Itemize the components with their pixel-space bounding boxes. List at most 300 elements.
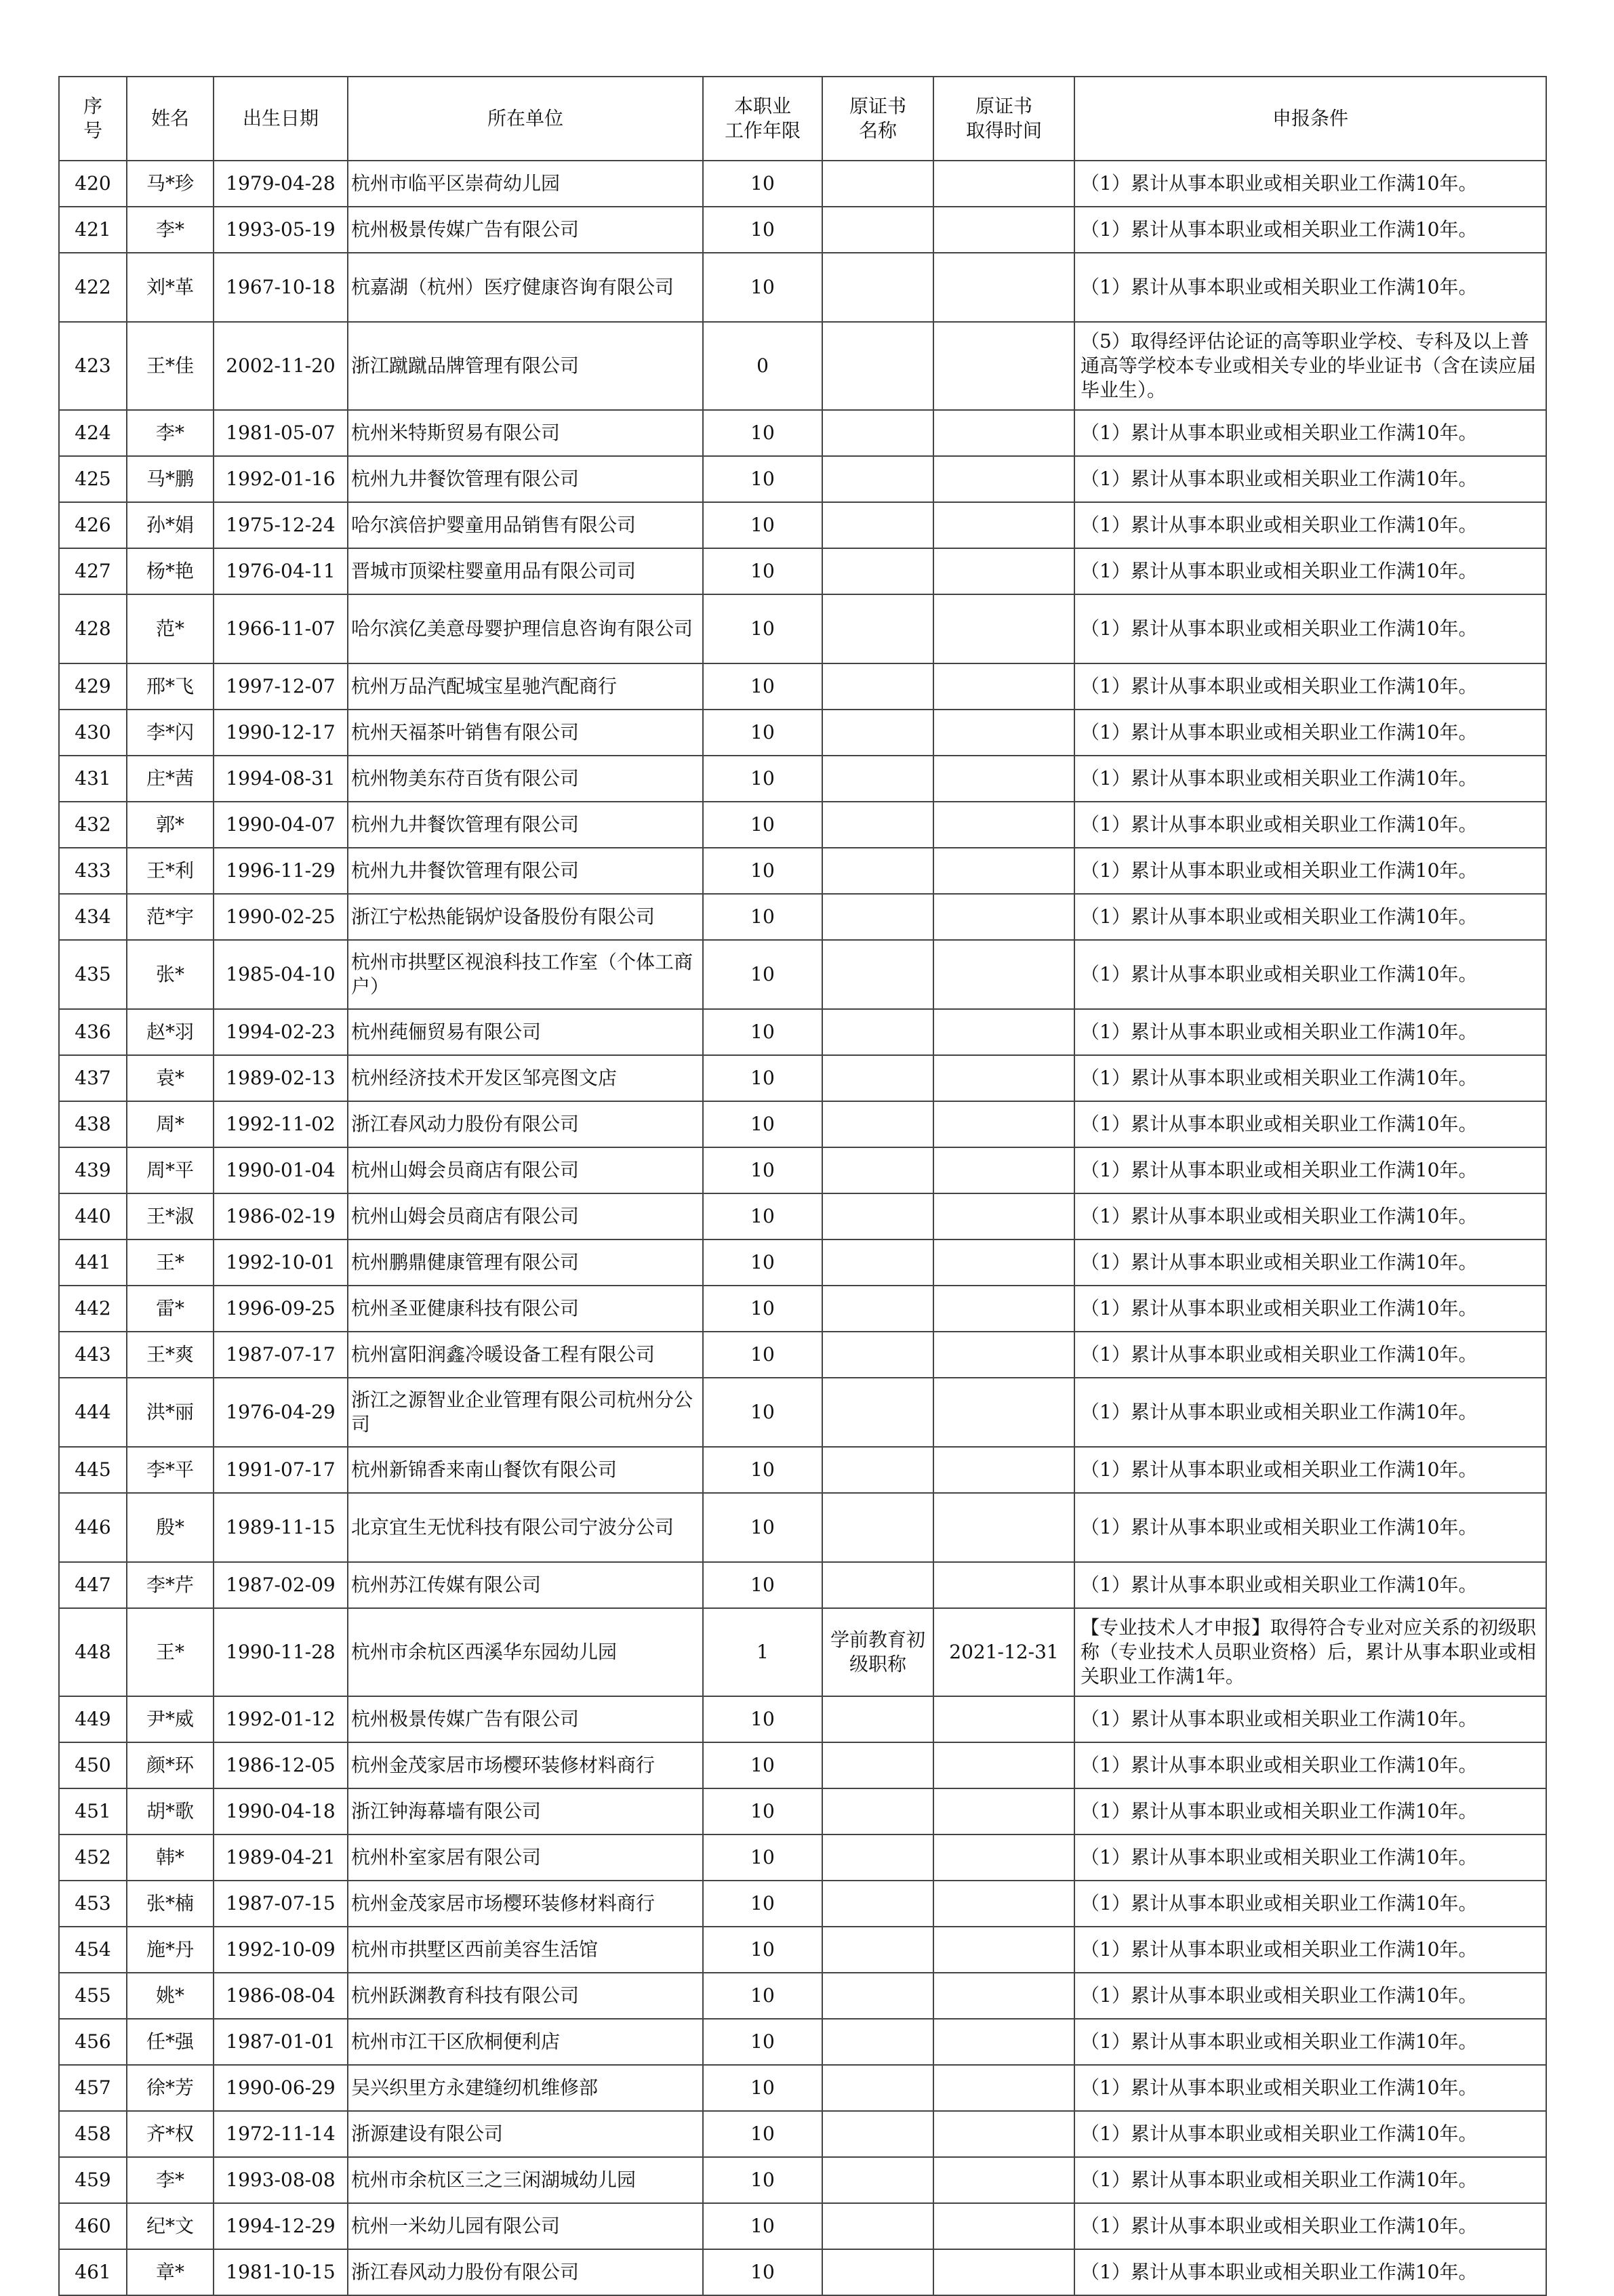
table-row (59, 1927, 1546, 1973)
cell-birth: 1966-11-07 (214, 594, 348, 663)
cell-unit: 杭州市拱墅区西前美容生活馆 (348, 1927, 703, 1973)
cell-condition: （1）累计从事本职业或相关职业工作满10年。 (1074, 1378, 1546, 1447)
cell-name: 洪*丽 (127, 1378, 214, 1447)
cell-condition: （1）累计从事本职业或相关职业工作满10年。 (1074, 710, 1546, 756)
cell-cert-name (822, 710, 933, 756)
cell-cert-name (822, 2157, 933, 2203)
cell-name: 马*鹏 (127, 456, 214, 502)
cell-cert-time (933, 1834, 1074, 1881)
cell-seq: 431 (59, 756, 127, 802)
cell-unit: 杭州新锦香来南山餐饮有限公司 (348, 1447, 703, 1493)
cell-seq: 447 (59, 1562, 127, 1608)
cell-cert-name (822, 548, 933, 594)
cell-seq: 452 (59, 1834, 127, 1881)
cell-birth: 1990-04-07 (214, 802, 348, 848)
cell-seq: 450 (59, 1742, 127, 1788)
cell-birth: 1993-08-08 (214, 2157, 348, 2203)
cell-condition: （1）累计从事本职业或相关职业工作满10年。 (1074, 802, 1546, 848)
cell-cert-name (822, 2203, 933, 2249)
cell-unit: 哈尔滨倍护婴童用品销售有限公司 (348, 502, 703, 548)
cell-cert-time (933, 410, 1074, 456)
cell-name: 王* (127, 1608, 214, 1696)
cell-years: 10 (703, 410, 822, 456)
cell-seq: 424 (59, 410, 127, 456)
cell-cert-time (933, 1927, 1074, 1973)
cell-unit: 浙江钟海幕墙有限公司 (348, 1788, 703, 1834)
cell-years: 10 (703, 663, 822, 710)
cell-unit: 浙江春风动力股份有限公司 (348, 2249, 703, 2295)
table-row (59, 710, 1546, 756)
cell-cert-time (933, 548, 1074, 594)
cell-unit: 杭州极景传媒广告有限公司 (348, 1696, 703, 1742)
cell-seq: 460 (59, 2203, 127, 2249)
cell-name: 王* (127, 1239, 214, 1286)
cell-cert-name (822, 802, 933, 848)
cell-condition: （1）累计从事本职业或相关职业工作满10年。 (1074, 1055, 1546, 1101)
cell-cert-time (933, 1332, 1074, 1378)
cell-seq: 421 (59, 207, 127, 253)
cell-cert-time (933, 848, 1074, 894)
table-row (59, 2157, 1546, 2203)
cell-cert-time (933, 2203, 1074, 2249)
cell-name: 邢*飞 (127, 663, 214, 710)
cell-unit: 杭州市临平区崇荷幼儿园 (348, 161, 703, 207)
cell-condition: （1）累计从事本职业或相关职业工作满10年。 (1074, 1881, 1546, 1927)
cell-cert-time (933, 1286, 1074, 1332)
cell-years: 10 (703, 502, 822, 548)
table-row (59, 253, 1546, 322)
cell-condition: （1）累计从事本职业或相关职业工作满10年。 (1074, 456, 1546, 502)
cell-years: 10 (703, 1973, 822, 2019)
cell-seq: 423 (59, 322, 127, 410)
table-row (59, 1055, 1546, 1101)
cell-unit: 杭嘉湖（杭州）医疗健康咨询有限公司 (348, 253, 703, 322)
cell-seq: 439 (59, 1147, 127, 1193)
cell-name: 范* (127, 594, 214, 663)
cell-cert-time (933, 253, 1074, 322)
cell-birth: 1997-12-07 (214, 663, 348, 710)
cell-condition: （1）累计从事本职业或相关职业工作满10年。 (1074, 2203, 1546, 2249)
cell-years: 10 (703, 2249, 822, 2295)
cell-unit: 杭州富阳润鑫冷暖设备工程有限公司 (348, 1332, 703, 1378)
cell-birth: 1992-10-01 (214, 1239, 348, 1286)
cell-cert-name (822, 1009, 933, 1055)
cell-years: 10 (703, 456, 822, 502)
cell-birth: 1987-01-01 (214, 2019, 348, 2065)
cell-cert-time (933, 802, 1074, 848)
cell-birth: 1994-12-29 (214, 2203, 348, 2249)
cell-unit: 杭州九井餐饮管理有限公司 (348, 802, 703, 848)
cell-name: 施*丹 (127, 1927, 214, 1973)
cell-condition: （1）累计从事本职业或相关职业工作满10年。 (1074, 2065, 1546, 2111)
cell-years: 10 (703, 594, 822, 663)
cell-years: 1 (703, 1608, 822, 1696)
table-row (59, 894, 1546, 940)
header-cert-name: 原证书 名称 (822, 77, 933, 161)
cell-unit: 杭州圣亚健康科技有限公司 (348, 1286, 703, 1332)
header-birth: 出生日期 (214, 77, 348, 161)
cell-birth: 1992-01-12 (214, 1696, 348, 1742)
cell-seq: 425 (59, 456, 127, 502)
cell-years: 10 (703, 253, 822, 322)
cell-name: 赵*羽 (127, 1009, 214, 1055)
cell-cert-time (933, 756, 1074, 802)
cell-cert-time (933, 322, 1074, 410)
cell-name: 马*珍 (127, 161, 214, 207)
cell-condition: （1）累计从事本职业或相关职业工作满10年。 (1074, 1493, 1546, 1562)
cell-seq: 442 (59, 1286, 127, 1332)
cell-cert-name (822, 502, 933, 548)
cell-condition: （1）累计从事本职业或相关职业工作满10年。 (1074, 1101, 1546, 1147)
header-years: 本职业 工作年限 (703, 77, 822, 161)
cell-name: 张* (127, 940, 214, 1009)
cell-cert-name (822, 756, 933, 802)
cell-condition: 【专业技术人才申报】取得符合专业对应关系的初级职称（专业技术人员职业资格）后，累计从事本职业或相关职业工作满1年。 (1074, 1608, 1546, 1696)
cell-condition: （1）累计从事本职业或相关职业工作满10年。 (1074, 1239, 1546, 1286)
cell-condition: （1）累计从事本职业或相关职业工作满10年。 (1074, 2019, 1546, 2065)
table-row (59, 2111, 1546, 2157)
cell-cert-time (933, 1562, 1074, 1608)
table-row (59, 1973, 1546, 2019)
cell-cert-name (822, 1101, 933, 1147)
cell-birth: 1986-12-05 (214, 1742, 348, 1788)
cell-years: 10 (703, 1009, 822, 1055)
cell-cert-name (822, 1562, 933, 1608)
cell-years: 10 (703, 2111, 822, 2157)
cell-unit: 杭州市余杭区西溪华东园幼儿园 (348, 1608, 703, 1696)
table-row (59, 1834, 1546, 1881)
cell-birth: 1967-10-18 (214, 253, 348, 322)
cell-cert-time (933, 1881, 1074, 1927)
cell-cert-time (933, 1696, 1074, 1742)
cell-unit: 杭州米特斯贸易有限公司 (348, 410, 703, 456)
cell-years: 10 (703, 848, 822, 894)
cell-unit: 杭州山姆会员商店有限公司 (348, 1193, 703, 1239)
cell-cert-name (822, 1788, 933, 1834)
cell-name: 王*佳 (127, 322, 214, 410)
cell-cert-name (822, 663, 933, 710)
cell-name: 周*平 (127, 1147, 214, 1193)
cell-seq: 420 (59, 161, 127, 207)
cell-cert-name (822, 1742, 933, 1788)
cell-cert-time (933, 1378, 1074, 1447)
table-row (59, 2203, 1546, 2249)
table-row (59, 1881, 1546, 1927)
cell-cert-name (822, 2111, 933, 2157)
cell-condition: （1）累计从事本职业或相关职业工作满10年。 (1074, 940, 1546, 1009)
cell-years: 10 (703, 710, 822, 756)
cell-cert-time (933, 1055, 1074, 1101)
cell-seq: 429 (59, 663, 127, 710)
cell-birth: 1975-12-24 (214, 502, 348, 548)
cell-name: 袁* (127, 1055, 214, 1101)
cell-cert-time (933, 940, 1074, 1009)
cell-seq: 457 (59, 2065, 127, 2111)
cell-unit: 浙江之源智业企业管理有限公司杭州分公司 (348, 1378, 703, 1447)
cell-cert-name (822, 1332, 933, 1378)
cell-name: 王*爽 (127, 1332, 214, 1378)
cell-seq: 433 (59, 848, 127, 894)
cell-birth: 1990-02-25 (214, 894, 348, 940)
cell-name: 纪*文 (127, 2203, 214, 2249)
cell-name: 王*利 (127, 848, 214, 894)
cell-seq: 448 (59, 1608, 127, 1696)
cell-cert-time (933, 161, 1074, 207)
cell-name: 齐*权 (127, 2111, 214, 2157)
cell-birth: 1986-02-19 (214, 1193, 348, 1239)
cell-years: 10 (703, 2019, 822, 2065)
cell-years: 10 (703, 1101, 822, 1147)
cell-cert-name (822, 1286, 933, 1332)
cell-unit: 杭州金茂家居市场樱环装修材料商行 (348, 1742, 703, 1788)
cell-birth: 1981-05-07 (214, 410, 348, 456)
cell-condition: （1）累计从事本职业或相关职业工作满10年。 (1074, 1788, 1546, 1834)
cell-cert-name (822, 1927, 933, 1973)
cell-unit: 杭州跃渊教育科技有限公司 (348, 1973, 703, 2019)
cell-unit: 吴兴织里方永建缝纫机维修部 (348, 2065, 703, 2111)
cell-condition: （5）取得经评估论证的高等职业学校、专科及以上普通高等学校本专业或相关专业的毕业证书（含在读应届毕业生）。 (1074, 322, 1546, 410)
cell-unit: 浙江宁松热能锅炉设备股份有限公司 (348, 894, 703, 940)
cell-cert-time (933, 710, 1074, 756)
cell-unit: 杭州鹏鼎健康管理有限公司 (348, 1239, 703, 1286)
cell-name: 李*平 (127, 1447, 214, 1493)
cell-unit: 北京宜生无忧科技有限公司宁波分公司 (348, 1493, 703, 1562)
table-row (59, 2249, 1546, 2295)
cell-unit: 杭州山姆会员商店有限公司 (348, 1147, 703, 1193)
cell-unit: 晋城市顶梁柱婴童用品有限公司司 (348, 548, 703, 594)
cell-birth: 1990-06-29 (214, 2065, 348, 2111)
cell-birth: 1994-08-31 (214, 756, 348, 802)
cell-cert-name (822, 1193, 933, 1239)
table-row (59, 1332, 1546, 1378)
cell-name: 张*楠 (127, 1881, 214, 1927)
cell-cert-name (822, 410, 933, 456)
cell-cert-name (822, 322, 933, 410)
cell-name: 李*闪 (127, 710, 214, 756)
cell-cert-time (933, 1447, 1074, 1493)
cell-seq: 455 (59, 1973, 127, 2019)
cell-seq: 444 (59, 1378, 127, 1447)
cell-cert-name (822, 894, 933, 940)
cell-condition: （1）累计从事本职业或相关职业工作满10年。 (1074, 663, 1546, 710)
cell-cert-time (933, 2111, 1074, 2157)
cell-name: 李* (127, 207, 214, 253)
cell-cert-name (822, 1147, 933, 1193)
cell-seq: 445 (59, 1447, 127, 1493)
header-unit: 所在单位 (348, 77, 703, 161)
cell-cert-name (822, 161, 933, 207)
cell-birth: 1979-04-28 (214, 161, 348, 207)
cell-seq: 430 (59, 710, 127, 756)
cell-unit: 杭州一米幼儿园有限公司 (348, 2203, 703, 2249)
cell-cert-time (933, 207, 1074, 253)
cell-years: 10 (703, 1147, 822, 1193)
table-row (59, 1147, 1546, 1193)
cell-years: 10 (703, 756, 822, 802)
cell-birth: 1994-02-23 (214, 1009, 348, 1055)
cell-condition: （1）累计从事本职业或相关职业工作满10年。 (1074, 1147, 1546, 1193)
cell-name: 庄*茜 (127, 756, 214, 802)
applicant-table (58, 76, 1547, 2296)
table-row (59, 663, 1546, 710)
cell-years: 10 (703, 1696, 822, 1742)
cell-condition: （1）累计从事本职业或相关职业工作满10年。 (1074, 410, 1546, 456)
cell-cert-name (822, 1055, 933, 1101)
cell-birth: 1976-04-29 (214, 1378, 348, 1447)
cell-cert-time (933, 1742, 1074, 1788)
cell-unit: 杭州万品汽配城宝星驰汽配商行 (348, 663, 703, 710)
cell-condition: （1）累计从事本职业或相关职业工作满10年。 (1074, 1927, 1546, 1973)
cell-name: 章* (127, 2249, 214, 2295)
cell-cert-time (933, 2019, 1074, 2065)
cell-name: 李* (127, 2157, 214, 2203)
cell-condition: （1）累计从事本职业或相关职业工作满10年。 (1074, 1562, 1546, 1608)
cell-condition: （1）累计从事本职业或相关职业工作满10年。 (1074, 1696, 1546, 1742)
cell-seq: 438 (59, 1101, 127, 1147)
cell-name: 雷* (127, 1286, 214, 1332)
cell-years: 10 (703, 1332, 822, 1378)
cell-years: 10 (703, 1927, 822, 1973)
cell-cert-time (933, 1239, 1074, 1286)
cell-unit: 杭州极景传媒广告有限公司 (348, 207, 703, 253)
cell-cert-name (822, 456, 933, 502)
cell-cert-name (822, 253, 933, 322)
cell-years: 10 (703, 207, 822, 253)
cell-seq: 434 (59, 894, 127, 940)
cell-birth: 1985-04-10 (214, 940, 348, 1009)
table-row (59, 322, 1546, 410)
cell-years: 10 (703, 1055, 822, 1101)
cell-birth: 1989-02-13 (214, 1055, 348, 1101)
table-row (59, 1239, 1546, 1286)
cell-name: 李* (127, 410, 214, 456)
cell-seq: 456 (59, 2019, 127, 2065)
cell-unit: 杭州九井餐饮管理有限公司 (348, 848, 703, 894)
table-row (59, 1378, 1546, 1447)
cell-birth: 1993-05-19 (214, 207, 348, 253)
cell-cert-name (822, 1378, 933, 1447)
table-row (59, 1447, 1546, 1493)
cell-birth: 1987-07-15 (214, 1881, 348, 1927)
table-row (59, 502, 1546, 548)
cell-birth: 1990-01-04 (214, 1147, 348, 1193)
cell-birth: 1976-04-11 (214, 548, 348, 594)
cell-years: 10 (703, 548, 822, 594)
cell-cert-time (933, 2249, 1074, 2295)
table-row (59, 456, 1546, 502)
cell-seq: 458 (59, 2111, 127, 2157)
cell-cert-time (933, 1009, 1074, 1055)
cell-years: 10 (703, 940, 822, 1009)
cell-years: 10 (703, 802, 822, 848)
cell-seq: 449 (59, 1696, 127, 1742)
cell-cert-name: 学前教育初级职称 (822, 1608, 933, 1696)
cell-condition: （1）累计从事本职业或相关职业工作满10年。 (1074, 548, 1546, 594)
cell-cert-time (933, 594, 1074, 663)
table-row (59, 848, 1546, 894)
cell-years: 10 (703, 2157, 822, 2203)
cell-years: 10 (703, 1834, 822, 1881)
cell-cert-name (822, 594, 933, 663)
table-row (59, 1788, 1546, 1834)
cell-birth: 1972-11-14 (214, 2111, 348, 2157)
cell-birth: 1990-11-28 (214, 1608, 348, 1696)
cell-years: 10 (703, 1378, 822, 1447)
header-seq: 序 号 (59, 77, 127, 161)
cell-seq: 441 (59, 1239, 127, 1286)
applicant-table-container (58, 76, 1546, 2296)
cell-years: 10 (703, 894, 822, 940)
cell-unit: 杭州市拱墅区视浪科技工作室（个体工商户） (348, 940, 703, 1009)
cell-condition: （1）累计从事本职业或相关职业工作满10年。 (1074, 2111, 1546, 2157)
cell-birth: 1996-11-29 (214, 848, 348, 894)
cell-unit: 杭州苏江传媒有限公司 (348, 1562, 703, 1608)
cell-unit: 浙江蹴蹴品牌管理有限公司 (348, 322, 703, 410)
cell-birth: 1987-02-09 (214, 1562, 348, 1608)
cell-cert-name (822, 848, 933, 894)
cell-unit: 杭州天福茶叶销售有限公司 (348, 710, 703, 756)
table-row (59, 410, 1546, 456)
cell-name: 孙*娟 (127, 502, 214, 548)
cell-cert-name (822, 1447, 933, 1493)
cell-seq: 461 (59, 2249, 127, 2295)
cell-unit: 杭州经济技术开发区邹亮图文店 (348, 1055, 703, 1101)
header-name: 姓名 (127, 77, 214, 161)
table-row (59, 1286, 1546, 1332)
cell-seq: 453 (59, 1881, 127, 1927)
table-row (59, 594, 1546, 663)
cell-cert-time (933, 663, 1074, 710)
table-row (59, 1193, 1546, 1239)
cell-name: 姚* (127, 1973, 214, 2019)
cell-condition: （1）累计从事本职业或相关职业工作满10年。 (1074, 161, 1546, 207)
cell-cert-name (822, 2019, 933, 2065)
cell-name: 殷* (127, 1493, 214, 1562)
cell-birth: 1992-11-02 (214, 1101, 348, 1147)
cell-cert-time (933, 1101, 1074, 1147)
cell-condition: （1）累计从事本职业或相关职业工作满10年。 (1074, 253, 1546, 322)
cell-seq: 437 (59, 1055, 127, 1101)
cell-name: 尹*威 (127, 1696, 214, 1742)
cell-condition: （1）累计从事本职业或相关职业工作满10年。 (1074, 2249, 1546, 2295)
table-row (59, 1742, 1546, 1788)
table-header-row (59, 77, 1546, 161)
cell-unit: 杭州市江干区欣桐便利店 (348, 2019, 703, 2065)
cell-condition: （1）累计从事本职业或相关职业工作满10年。 (1074, 756, 1546, 802)
table-row (59, 1101, 1546, 1147)
cell-cert-time (933, 1147, 1074, 1193)
cell-cert-name (822, 940, 933, 1009)
cell-cert-time: 2021-12-31 (933, 1608, 1074, 1696)
cell-name: 颜*环 (127, 1742, 214, 1788)
cell-years: 10 (703, 1193, 822, 1239)
cell-unit: 浙源建设有限公司 (348, 2111, 703, 2157)
cell-name: 胡*歌 (127, 1788, 214, 1834)
cell-cert-time (933, 1493, 1074, 1562)
table-row (59, 1493, 1546, 1562)
table-row (59, 1608, 1546, 1696)
cell-name: 周* (127, 1101, 214, 1147)
cell-cert-time (933, 1973, 1074, 2019)
cell-birth: 1996-09-25 (214, 1286, 348, 1332)
cell-cert-name (822, 1973, 933, 2019)
cell-condition: （1）累计从事本职业或相关职业工作满10年。 (1074, 1009, 1546, 1055)
table-row (59, 1562, 1546, 1608)
cell-name: 李*芹 (127, 1562, 214, 1608)
cell-cert-time (933, 1193, 1074, 1239)
cell-condition: （1）累计从事本职业或相关职业工作满10年。 (1074, 848, 1546, 894)
table-row (59, 756, 1546, 802)
